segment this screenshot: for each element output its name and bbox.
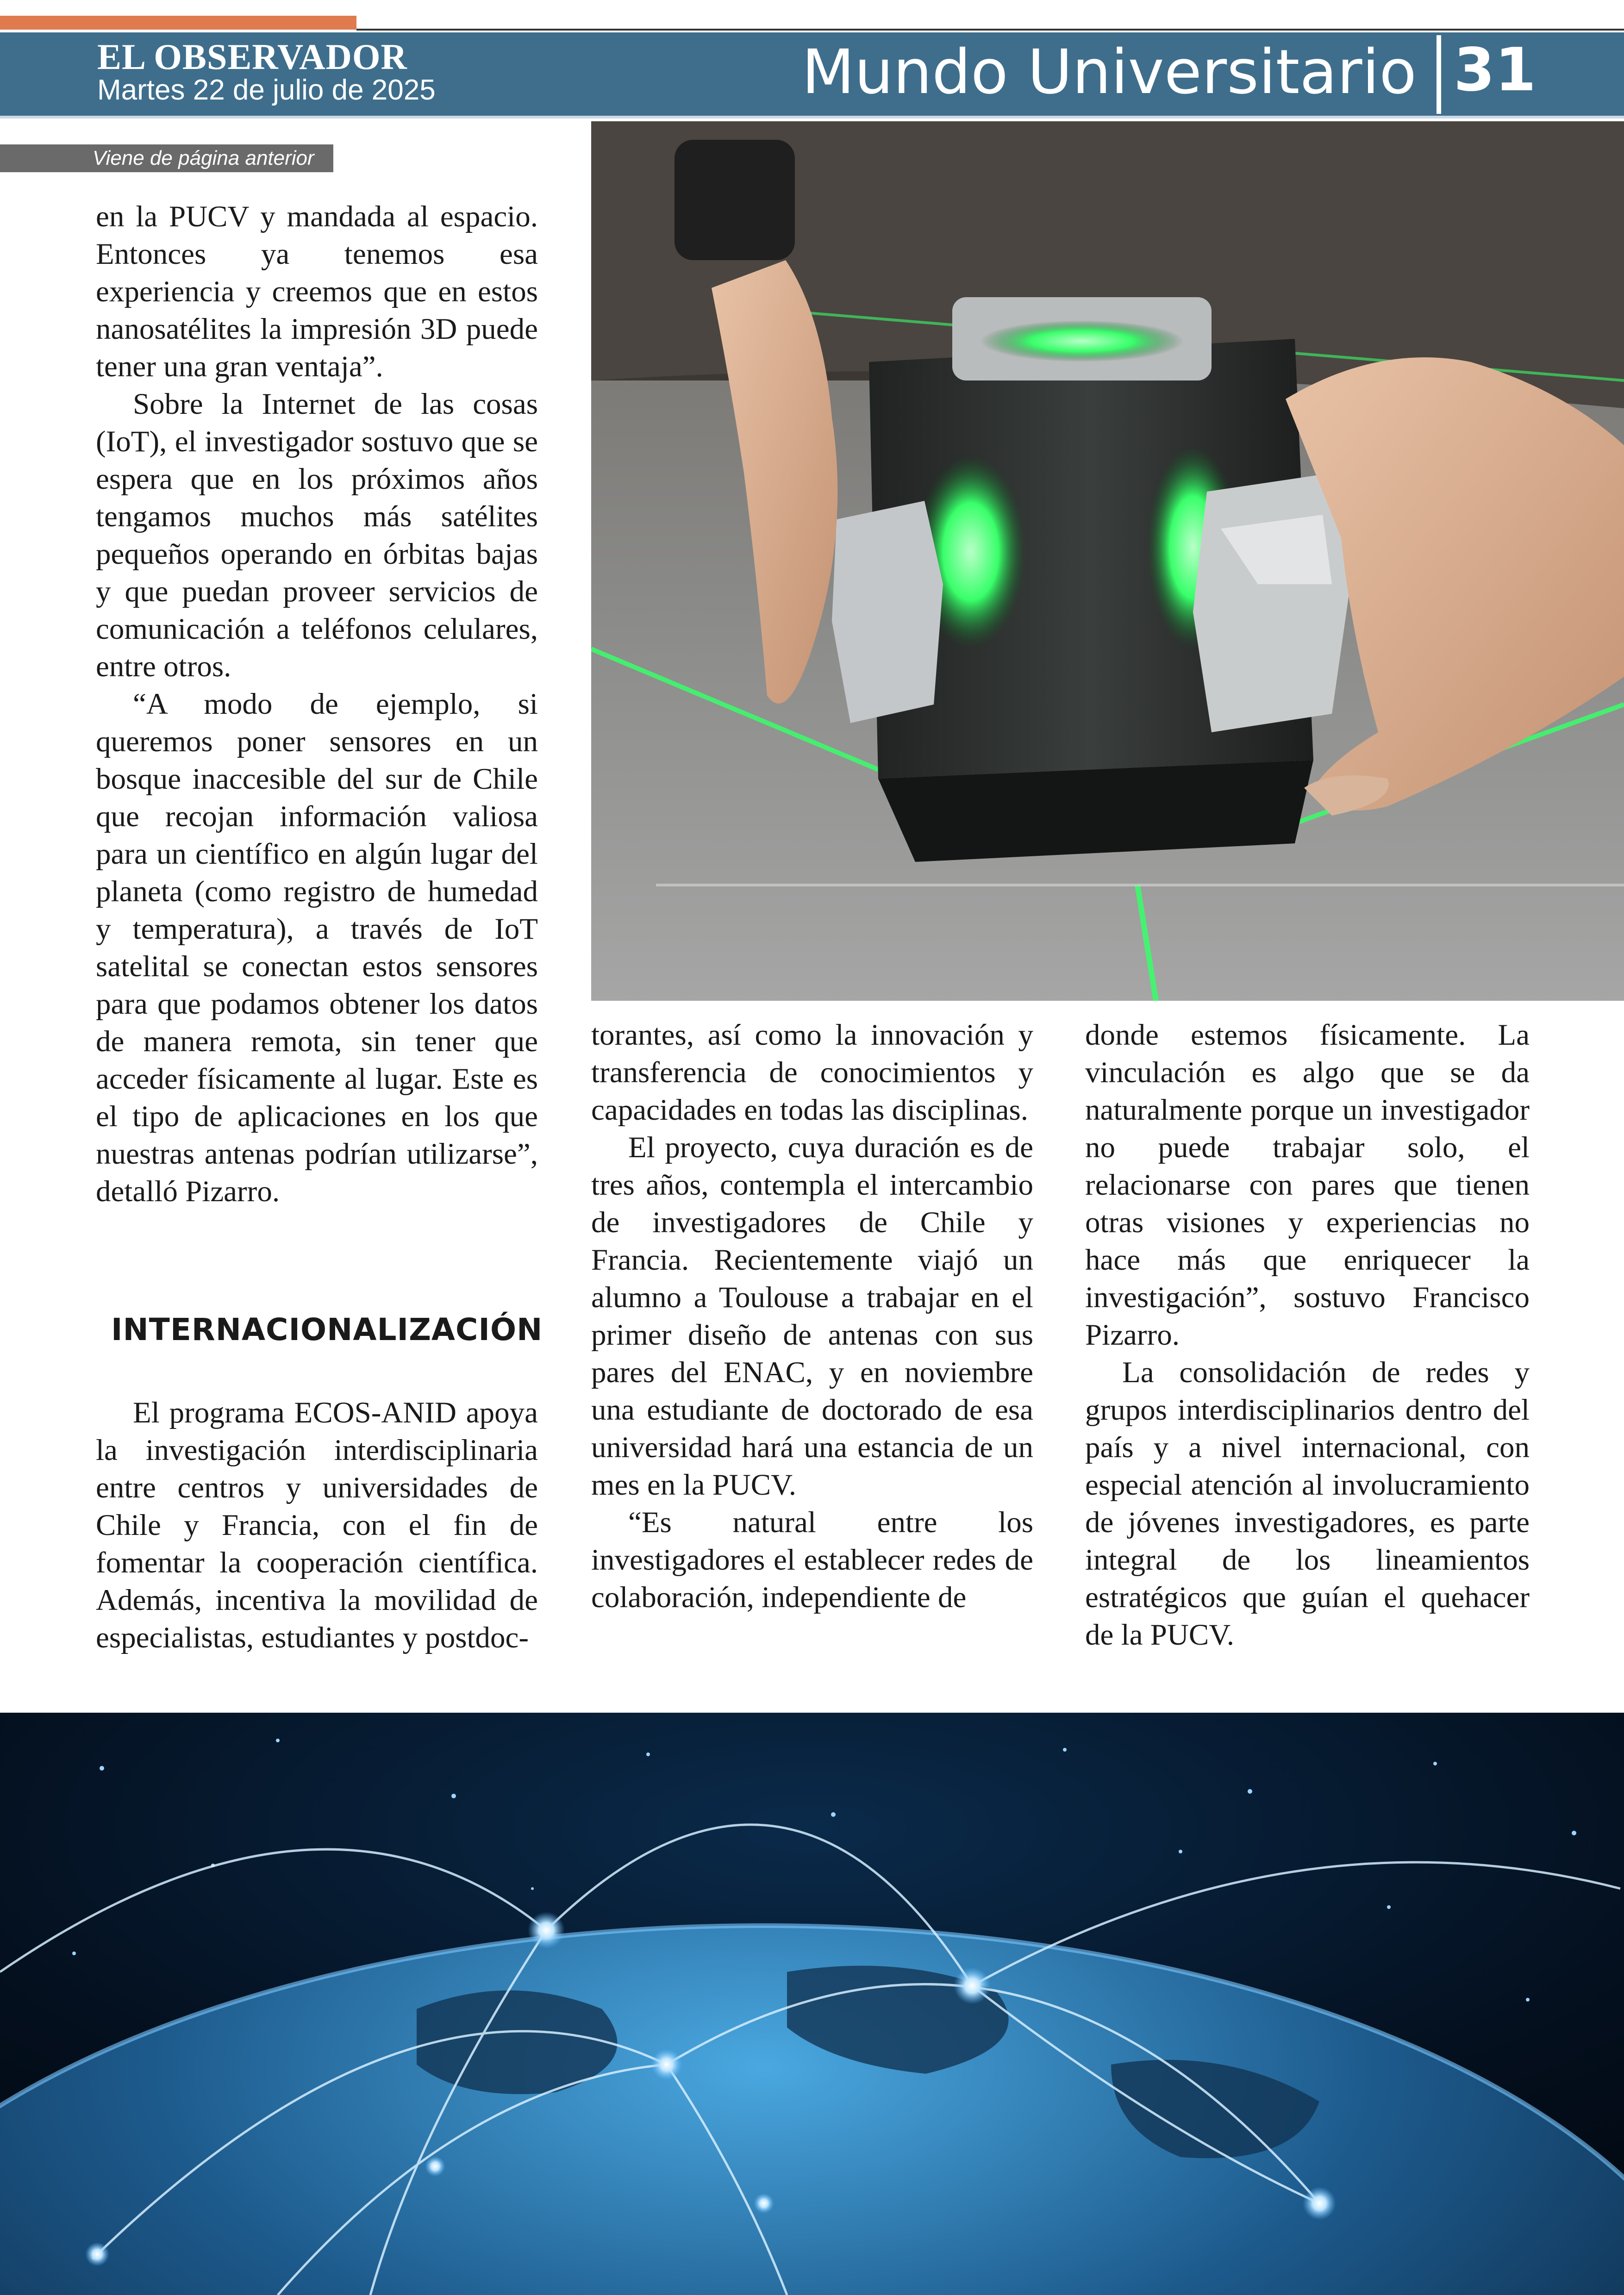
paragraph: El proyecto, cuya duración es de tres años, contempla el intercambio de investigadores de Chile y Francia. Recientemente viajó un alumno a Toulouse a trabajar en el primer diseño de antenas con sus pares del ENAC, y en noviembre una estudiante de doctorado de esa universidad hará una estancia de un mes en la PUCV. (591, 1131, 1033, 1502)
paragraph: “A modo de ejemplo, si queremos poner sensores en un bosque inaccesible del sur de Chile que recojan información valiosa para un científico en algún lugar del planeta (como registro de humedad y temperatura), a través de IoT satelital se conectan estos sensores para que podamos obtener los datos de manera remota, sin tener que acceder físicamente al lugar. Este es el tipo de aplicaciones en los que nuestras antenas podrían utilizarse”, detalló Pizarro. (96, 687, 538, 1208)
section-title: Mundo Universitario (801, 37, 1417, 108)
article-column-1-bottom (96, 1394, 538, 1657)
paragraph: donde estemos físicamente. La vinculación es algo que se da naturalmente porque un investigador no puede trabajar solo, el relacionarse con pares que tienen otras visiones y experiencias no hace más que enriquecer la investigación”, sostuvo Francisco Pizarro. (1085, 1018, 1530, 1352)
paragraph: en la PUCV y mandada al espacio. Entonces ya tenemos esa experiencia y creemos que en estos nanosatélites la impresión 3D puede tener una gran ventaja”. (96, 200, 538, 383)
top-rule (356, 29, 1624, 31)
paragraph: La consolidación de redes y grupos interdisciplinarios dentro del país y a nivel internacional, con especial atención al involucramiento de jóvenes investigadores, es parte integral de los lineamientos estratégicos que guían el quehacer de la PUCV. (1085, 1356, 1530, 1652)
header-divider (1437, 35, 1441, 114)
article-column-1-top (96, 198, 538, 1210)
paragraph: Sobre la Internet de las cosas (IoT), el investigador sostuvo que se espera que en los próximos años tengamos muchos más satélites pequeños operando en órbitas bajas y que puedan proveer servicios de comunicación a teléfonos celulares, entre otros. (96, 387, 538, 683)
issue-date: Martes 22 de julio de 2025 (97, 74, 436, 106)
newspaper-name: EL OBSERVADOR (97, 37, 407, 77)
article-column-2 (591, 1017, 1033, 1616)
laser-level-device-photo (591, 121, 1624, 1001)
paragraph: torantes, así como la innovación y transferencia de conocimientos y capacidades en todas las disciplinas. (591, 1018, 1033, 1127)
accent-strip (0, 16, 356, 30)
paragraph: El programa ECOS-ANID apoya la investigación interdisciplinaria entre centros y universidades de Chile y Francia, con el fin de fomentar la cooperación científica. Además, incentiva la movilidad de especialistas, estudiantes y postdoc- (96, 1396, 538, 1654)
section-subheading: INTERNACIONALIZACIÓN (111, 1312, 543, 1347)
article-column-3 (1085, 1017, 1530, 1654)
paragraph: “Es natural entre los investigadores el establecer redes de colaboración, independiente de (591, 1506, 1033, 1614)
page-number: 31 (1454, 36, 1537, 105)
earth-network-connections-photo (0, 1713, 1624, 2295)
continued-from-tag: Viene de página anterior (0, 144, 333, 172)
